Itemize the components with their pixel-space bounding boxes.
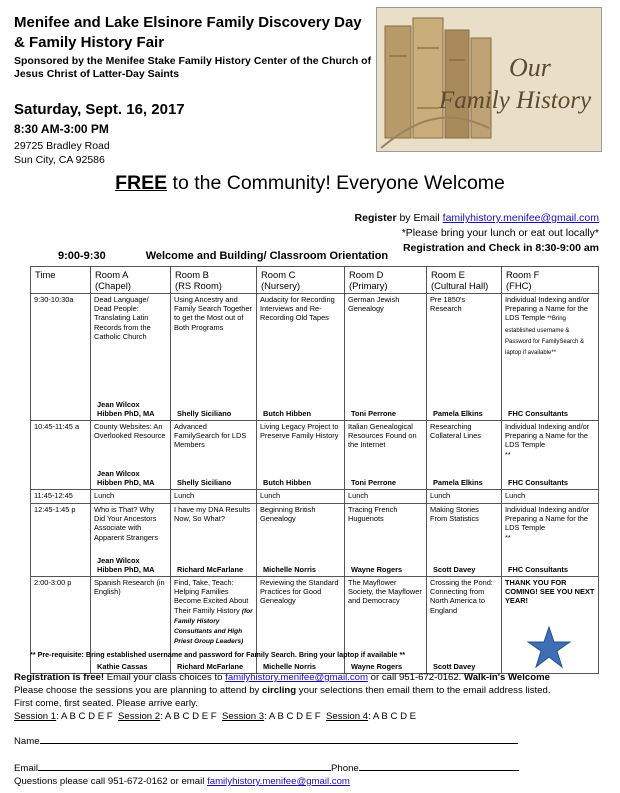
email-label: Email — [14, 763, 38, 774]
session-cell — [345, 504, 427, 577]
session-cell — [91, 504, 171, 577]
session-title: Dead Language/ Dead People: Translating Latin Records from the Catholic Church — [94, 295, 151, 341]
schedule-table — [30, 266, 599, 674]
questions-email-link[interactable]: familyhistory.menifee@gmail.com — [207, 776, 350, 787]
presenter-name: Wayne Rogers — [351, 564, 403, 574]
schedule-header-cell: Room C (Nursery) — [257, 267, 345, 294]
session-cell — [91, 421, 171, 490]
session-choices — [14, 711, 416, 723]
registration-info — [355, 211, 599, 256]
sponsor-line: Sponsored by the Menifee Stake Family History Center of the Church of Jesus Christ of Latter-Day Saints — [14, 55, 372, 80]
choose-sessions-line — [14, 685, 551, 697]
presenter-name: FHC Consultants — [508, 477, 568, 487]
session-cell — [345, 490, 427, 504]
prerequisite-note: ** Pre-requisite: Bring established username and password for Family Search. Bring your laptop if available ** — [30, 650, 406, 659]
event-date: Saturday, Sept. 16, 2017 — [14, 101, 185, 118]
presenter-name: Richard McFarlane — [177, 661, 244, 671]
session-title: Lunch — [174, 491, 195, 500]
session-title: THANK YOU FOR COMING! SEE YOU NEXT YEAR! — [505, 578, 595, 606]
orientation-time: 9:00-9:30 — [58, 250, 106, 262]
session-cell — [427, 490, 502, 504]
schedule-row — [31, 504, 599, 577]
session-title: County Websites: An Overlooked Resource — [94, 422, 166, 441]
session-title: Individual Indexing and/or Preparing a Name for the LDS Temple ** — [505, 422, 590, 459]
walkins-text: Walk-in's Welcome — [464, 672, 550, 683]
session-title: Crossing the Pond: Connecting from North America to England — [430, 578, 493, 615]
reg-free-text: Registration is free! — [14, 672, 105, 683]
session-title: Audacity for Recording Interviews and Re-Recording Old Tapes — [260, 295, 335, 323]
presenter-name: Jean Wilcox Hibben PhD, MA — [97, 399, 155, 418]
session-cell — [91, 294, 171, 421]
session-title: Using Ancestry and Family Search Together to get the Most out of Both Programs — [174, 295, 252, 332]
session-title: Lunch — [94, 491, 115, 500]
presenter-name: Shelly Siciliano — [177, 408, 232, 418]
session-time: 10:45-11:45 a — [31, 421, 91, 490]
presenter-name: Michelle Norris — [263, 564, 316, 574]
session-options[interactable]: : A B C D E F — [264, 711, 326, 722]
name-field[interactable] — [14, 736, 518, 748]
presenter-name: FHC Consultants — [508, 408, 568, 418]
name-blank-line[interactable] — [40, 743, 518, 744]
orientation-line — [58, 250, 388, 262]
session-title: German Jewish Genealogy — [348, 295, 400, 314]
session-cell — [502, 421, 599, 490]
session-time: 9:30-10:30a — [31, 294, 91, 421]
session-cell — [171, 490, 257, 504]
session-cell — [91, 490, 171, 504]
session-cell — [171, 294, 257, 421]
questions-text: Questions please call 951-672-0162 or email — [14, 776, 208, 787]
phone-blank-line[interactable] — [359, 770, 519, 771]
free-banner — [0, 172, 620, 195]
session-title: Individual Indexing and/or Preparing a Name for the LDS Temple ** — [505, 505, 590, 542]
presenter-name: Pamela Elkins — [433, 477, 483, 487]
schedule-header-cell: Time — [31, 267, 91, 294]
or-call-text: or call 951-672-0162. — [368, 672, 465, 683]
session-cell — [502, 504, 599, 577]
session-title: Making Stories From Statistics — [430, 505, 479, 524]
presenter-name: Pamela Elkins — [433, 408, 483, 418]
presenter-name: Wayne Rogers — [351, 661, 403, 671]
choose-text-2: your selections then email them to the email address listed. — [296, 685, 551, 696]
circling-text: circling — [262, 685, 297, 696]
session-title: Advanced FamilySearch for LDS Members — [174, 422, 247, 450]
session-cell — [257, 504, 345, 577]
schedule-header-cell: Room F (FHC) — [502, 267, 599, 294]
session-time: 2:00-3:00 p — [31, 577, 91, 674]
session-cell — [502, 294, 599, 421]
register-email-link[interactable]: familyhistory.menifee@gmail.com — [442, 212, 599, 224]
session-time: 12:45-1:45 p — [31, 504, 91, 577]
session-title: Tracing French Huguenots — [348, 505, 398, 524]
session-cell — [257, 421, 345, 490]
checkin-note: Registration and Check in 8:30-9:00 am — [402, 242, 599, 254]
logo-text-family-history: Family History — [439, 87, 592, 114]
presenter-name: Kathie Cassas — [97, 661, 148, 671]
session-cell — [502, 577, 599, 674]
presenter-name: FHC Consultants — [508, 564, 568, 574]
schedule-row — [31, 421, 599, 490]
address-line-2: Sun City, CA 92586 — [14, 154, 105, 166]
presenter-name: Scott Davey — [433, 564, 476, 574]
session-title: Living Legacy Project to Preserve Family History — [260, 422, 339, 441]
session-label: Session 3 — [221, 711, 265, 722]
session-title: Lunch — [348, 491, 369, 500]
session-title: The Mayflower Society, the Mayflower and Democracy — [348, 578, 422, 606]
presenter-name: Scott Davey — [433, 661, 476, 671]
registration-free-line — [14, 672, 550, 684]
footer-email-link[interactable]: familyhistory.menifee@gmail.com — [225, 672, 369, 683]
presenter-name: Shelly Siciliano — [177, 477, 232, 487]
session-options[interactable]: : A B C D E — [368, 711, 417, 722]
session-cell — [427, 421, 502, 490]
session-title: I have my DNA Results Now, So What? — [174, 505, 250, 524]
logo-text-our: Our — [509, 53, 551, 82]
orientation-title: Welcome and Building/ Classroom Orientation — [145, 250, 389, 262]
event-title: Menifee and Lake Elsinore Family Discovery Day & Family History Fair — [14, 14, 362, 51]
session-time: 11:45-12:45 — [31, 490, 91, 504]
schedule-header-cell: Room B (RS Room) — [171, 267, 257, 294]
session-title: Lunch — [260, 491, 281, 500]
schedule-header-cell: Room A (Chapel) — [91, 267, 171, 294]
session-options[interactable]: : A B C D E F — [160, 711, 222, 722]
schedule-header-cell: Room E (Cultural Hall) — [427, 267, 502, 294]
schedule-row — [31, 294, 599, 421]
event-address — [14, 139, 110, 167]
lunch-note: *Please bring your lunch or eat out locally* — [401, 227, 599, 239]
address-line-1: 29725 Bradley Road — [14, 140, 110, 152]
presenter-name: Toni Perrone — [351, 408, 397, 418]
presenter-name: Michelle Norris — [263, 661, 316, 671]
session-title: Italian Genealogical Resources Found on the Internet — [348, 422, 417, 450]
phone-label: Phone — [331, 763, 359, 774]
session-label: Session 2 — [117, 711, 161, 722]
session-title: Lunch — [430, 491, 451, 500]
register-label: Register — [354, 212, 397, 224]
email-choices-text: Email your class choices to — [104, 672, 226, 683]
session-title: Spanish Research (in English) — [94, 578, 165, 597]
session-title: Lunch — [505, 491, 526, 500]
session-cell — [427, 577, 502, 674]
presenter-name: Butch Hibben — [263, 477, 312, 487]
schedule-header-cell: Room D (Primary) — [345, 267, 427, 294]
session-cell — [502, 490, 599, 504]
presenter-name: Jean Wilcox Hibben PhD, MA — [97, 555, 155, 574]
session-cell — [257, 490, 345, 504]
register-by-email: by Email — [396, 212, 443, 224]
session-cell — [427, 504, 502, 577]
session-cell — [257, 294, 345, 421]
session-cell — [171, 504, 257, 577]
event-time: 8:30 AM-3:00 PM — [14, 122, 109, 136]
email-phone-field[interactable] — [14, 763, 519, 775]
session-label: Session 4 — [325, 711, 369, 722]
books-illustration — [377, 8, 602, 152]
email-blank-line[interactable] — [38, 770, 331, 771]
session-label: Session 1 — [14, 711, 57, 722]
session-title: Find, Take, Teach: Helping Families Become Excited About Their Family History (for Family History Consultants and High Priest Group Leaders) — [174, 578, 253, 646]
choose-text-1: Please choose the sessions you are planning to attend by — [14, 685, 263, 696]
session-title: Reviewing the Standard Practices for Good Genealogy — [260, 578, 339, 606]
questions-line — [14, 776, 350, 788]
presenter-name: Toni Perrone — [351, 477, 397, 487]
first-come-line: First come, first seated. Please arrive early. — [14, 698, 198, 709]
session-title: Researching Collateral Lines — [430, 422, 481, 441]
star-shape — [528, 627, 570, 667]
session-cell — [427, 294, 502, 421]
name-label: Name — [14, 736, 40, 747]
session-title: Individual Indexing and/or Preparing a Name for the LDS Temple **Bring established username & Password for FamilySearch & laptop if available** — [505, 295, 590, 357]
session-cell — [345, 294, 427, 421]
presenter-name: Butch Hibben — [263, 408, 312, 418]
session-title: Beginning British Genealogy — [260, 505, 316, 524]
session-title: Pre 1850's Research — [430, 295, 466, 314]
presenter-name: Jean Wilcox Hibben PhD, MA — [97, 468, 155, 487]
session-cell — [345, 421, 427, 490]
free-word: FREE — [115, 172, 168, 194]
schedule-row — [31, 490, 599, 504]
free-rest: to the Community! Everyone Welcome — [167, 172, 505, 194]
session-title: Who is That? Why Did Your Ancestors Associate with Apparent Strangers — [94, 505, 159, 542]
session-options[interactable]: : A B C D E F — [56, 711, 118, 722]
our-family-history-logo — [376, 7, 602, 152]
presenter-name: Richard McFarlane — [177, 564, 244, 574]
session-cell — [171, 421, 257, 490]
star-icon — [527, 626, 571, 668]
